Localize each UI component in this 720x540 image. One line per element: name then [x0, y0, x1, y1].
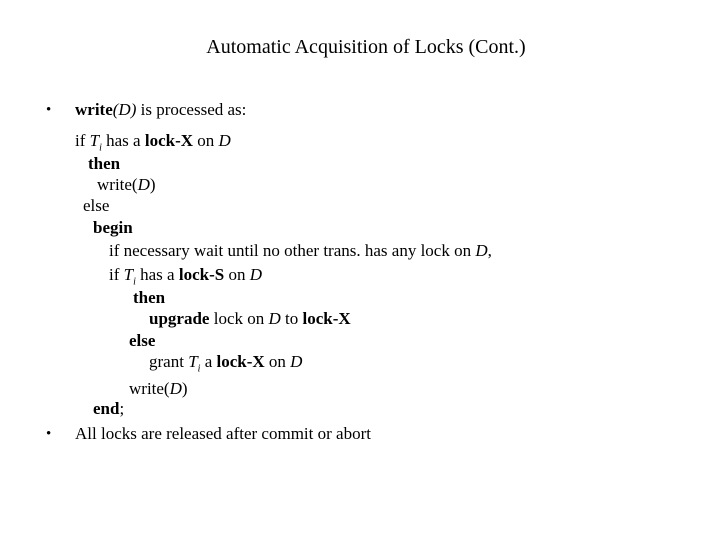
data-item-symbol: D — [249, 265, 262, 284]
keyword-lock-x: lock-X — [216, 352, 265, 371]
code-text: if — [75, 131, 90, 150]
transaction-subscript: i — [197, 363, 201, 375]
keyword-lock-x: lock-X — [302, 309, 351, 328]
code-text: a — [200, 352, 217, 371]
code-text: has a — [135, 265, 179, 284]
code-text: if — [109, 265, 124, 284]
code-text: on — [264, 352, 291, 371]
keyword-upgrade: upgrade — [149, 309, 210, 328]
transaction-subscript: i — [133, 276, 136, 288]
keyword-lock-x: lock-X — [144, 131, 194, 150]
code-text: write( — [97, 175, 138, 194]
code-text: if necessary wait until no other trans. has any lock on — [109, 241, 476, 260]
keyword-end: end — [93, 399, 120, 418]
code-line-begin: begin — [93, 218, 133, 237]
code-text: ) — [149, 175, 156, 194]
code-text: has a — [101, 131, 145, 150]
code-text: ) — [181, 379, 188, 398]
bullet-write-processed — [75, 99, 246, 121]
transaction-symbol: T — [123, 265, 134, 284]
code-text: on — [193, 131, 219, 150]
bullet-marker: • — [46, 102, 52, 118]
code-text: , — [487, 241, 492, 260]
code-line-if-has-lock-x — [75, 130, 231, 152]
data-item-symbol: D — [169, 379, 182, 398]
code-text: on — [224, 265, 250, 284]
code-text: to — [280, 309, 303, 328]
code-line-wait — [109, 240, 492, 262]
code-line-end — [93, 398, 124, 420]
code-line-upgrade — [149, 308, 351, 330]
write-argument: (D) — [112, 100, 137, 119]
data-item-symbol: D — [290, 352, 303, 371]
bullet-locks-released: All locks are released after commit or abort — [75, 424, 371, 443]
data-item-symbol: D — [475, 241, 488, 260]
keyword-write: write — [75, 100, 113, 119]
keyword-lock-s: lock-S — [178, 265, 225, 284]
code-text: lock on — [209, 309, 269, 328]
code-line-write-inner — [129, 378, 188, 400]
transaction-subscript: i — [99, 142, 102, 154]
code-line-else: else — [83, 196, 110, 215]
code-line-then: then — [88, 154, 121, 173]
code-text: write( — [129, 379, 170, 398]
bullet-marker: • — [46, 426, 52, 442]
slide-title: Automatic Acquisition of Locks (Cont.) — [206, 36, 526, 58]
code-line-if-has-lock-s — [109, 264, 262, 286]
code-line-else-inner: else — [129, 331, 156, 350]
data-item-symbol: D — [137, 175, 150, 194]
transaction-symbol: T — [188, 352, 198, 371]
transaction-symbol: T — [89, 131, 100, 150]
code-line-grant — [149, 351, 302, 373]
code-line-write — [97, 174, 156, 196]
bullet-text: is processed as: — [136, 100, 247, 119]
code-text: ; — [119, 399, 125, 418]
data-item-symbol: D — [268, 309, 281, 328]
data-item-symbol: D — [218, 131, 231, 150]
code-text: grant — [149, 352, 189, 371]
code-line-then-inner: then — [133, 288, 166, 307]
